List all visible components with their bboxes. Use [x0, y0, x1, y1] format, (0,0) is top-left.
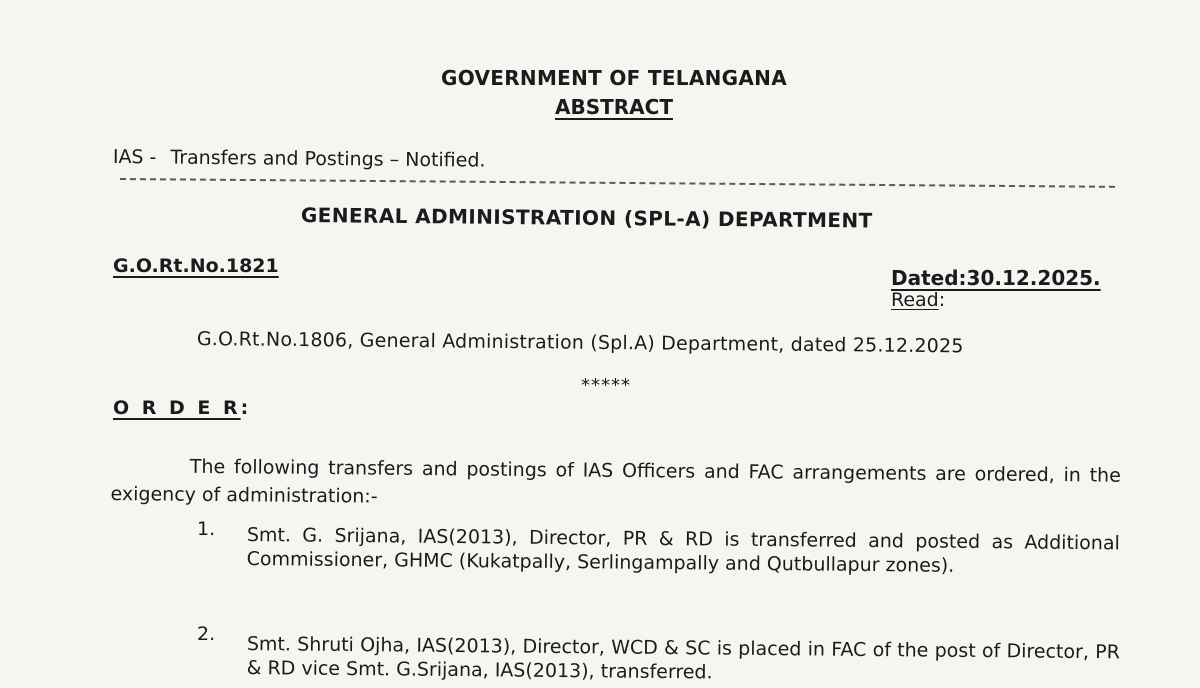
read-line: [891, 289, 945, 311]
order-item-text: Smt. Shruti Ojha, IAS(2013), Director, WCD & SC is placed in FAC of the post of Director, PR & RD vice Smt. G.Srijana, IAS(2013), transferred.: [246, 632, 1120, 684]
order-item-number: 2.: [197, 623, 216, 645]
order-heading-colon: :: [240, 397, 252, 419]
subject-prefix: IAS -: [112, 146, 157, 169]
department-title: GENERAL ADMINISTRATION (SPL-A) DEPARTMENT: [300, 203, 873, 233]
reference-line: G.O.Rt.No.1806, General Administration (Spl.A) Department, dated 25.12.2025: [196, 328, 964, 358]
abstract-heading: [0, 95, 1200, 119]
read-label: Read: [891, 289, 939, 311]
government-title: GOVERNMENT OF TELANGANA: [441, 66, 787, 90]
subject-text: Transfers and Postings – Notified.: [170, 146, 486, 172]
dated-line: Dated:30.12.2025.: [891, 266, 1101, 290]
dashed-divider: [120, 178, 1115, 198]
order-intro-paragraph: The following transfers and postings of IAS Officers and FAC arrangements are ordered, in the exigency of administration:-: [110, 455, 1121, 508]
order-item-text: Smt. G. Srijana, IAS(2013), Director, PR & RD is transferred and posted as Additional Commissioner, GHMC (Kukatpally, Serlingampally and Qutbullapur zones).: [246, 523, 1120, 577]
read-colon: :: [938, 289, 946, 311]
separator-stars: *****: [581, 375, 631, 396]
abstract-label: ABSTRACT: [555, 95, 673, 119]
order-item-number: 1.: [197, 518, 216, 540]
subject-line: [113, 146, 486, 172]
order-heading: [113, 397, 251, 419]
order-heading-label: O R D E R: [113, 397, 241, 419]
go-number: G.O.Rt.No.1821: [113, 255, 279, 277]
